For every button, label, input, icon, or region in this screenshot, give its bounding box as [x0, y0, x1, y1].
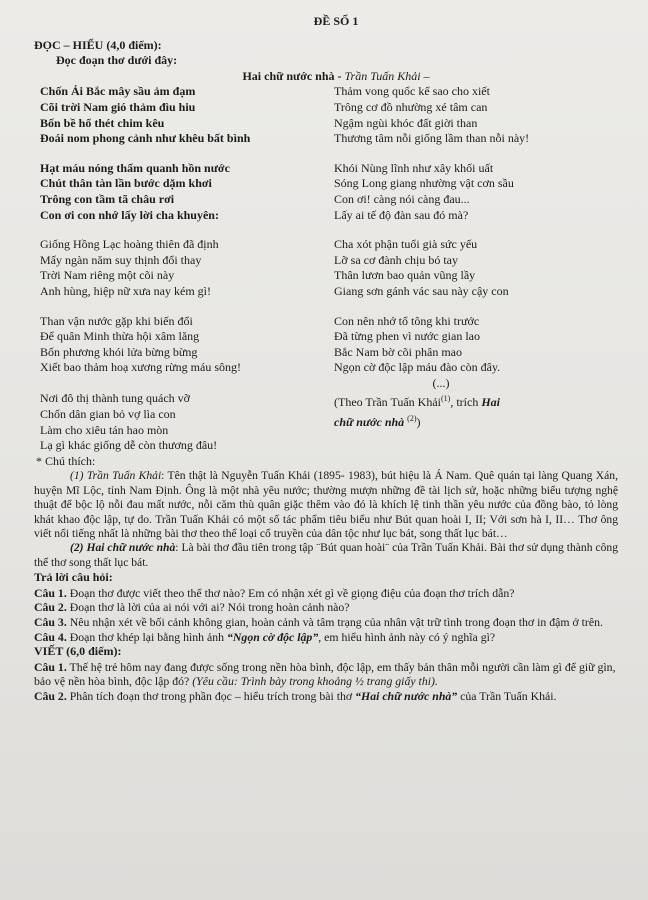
- poem-line: Trông cơ đồ nhường xé tâm can: [334, 99, 488, 114]
- poem-line: Bốn phương khói lửa bừng bừng: [40, 344, 198, 359]
- reading-heading: ĐỌC – HIỂU (4,0 điểm):: [34, 37, 162, 52]
- poem-line: Lạ gì khác giống dễ còn thương đâu!: [40, 438, 218, 453]
- poem-stanza: [34, 84, 618, 146]
- poem-line: Lấy ai tế độ đàn sau đó mà?: [334, 207, 469, 222]
- writing-question-2: Câu 2. Phân tích đoạn thơ trong phần đọc – hiểu trích trong bài thơ “Hai chữ nước nhà” của Trần Tuấn Khải.: [34, 689, 557, 704]
- poem-line: Ngọn cờ độc lập máu đào còn đây.: [334, 360, 501, 375]
- citation: (Theo Trần Tuấn Khải$^{(1)}$, trích Hai chữ nước nhà $^{(2)}$): [334, 394, 501, 430]
- poem-line: Bắc Nam bờ cõi phân mao: [334, 344, 462, 359]
- poem-ellipsis: (...): [432, 375, 450, 390]
- poem-stanza-final-body: [34, 391, 618, 453]
- poem-line: Mấy ngàn năm suy thịnh đổi thay: [40, 252, 202, 267]
- question-4: Câu 4. Đoạn thơ khép lại bằng hình ảnh “Ngọn cờ độc lập”, em hiểu hình ảnh này có ý nghĩa gì?: [34, 629, 496, 644]
- question-1: Câu 1. Đoạn thơ được viết theo thể thơ nào? Em có nhận xét gì về giọng điệu của đoạn thơ trích dẫn?: [34, 585, 515, 600]
- poem-line: Xiết bao thảm hoạ xương rừng máu sông!: [40, 360, 241, 375]
- stanza-right-column: [334, 84, 618, 146]
- stanza-left-column: [34, 391, 334, 453]
- poem-title: Hai chữ nước nhà - Trần Tuấn Khải –: [242, 68, 430, 83]
- poem-line: Cõi trời Nam gió thảm đìu hiu: [40, 99, 196, 114]
- poem-line: Con nên nhớ tổ tông khi trước: [334, 313, 480, 328]
- poem-line: Thương tâm nỗi giống lầm than nỗi này!: [334, 131, 530, 146]
- poem-line: Thảm vong quốc kể sao cho xiết: [334, 84, 490, 99]
- note-1: (1) Trần Tuấn Khải: Tên thật là Nguyễn Tuấn Khải (1895- 1983), bút hiệu là Á Nam. Quê quán tại làng Quang Xán, huyện Mĩ Lộc, tỉnh Nam Định. Ông là một nhà yêu nước; thường mượn những đề tài lịch sử, hoặc những biểu tượng nghệ thuật để bộc lộ nỗi đau mất nước, nỗi căm thù quân giặc thêm vào đó là khích lệ tinh thần yêu nước của đồng bào, tỏ lòng khát khao độc lập, tự do. Trần Tuấn Khải có một số tác phẩm tiêu biểu như Bút quan hoài I, II; Với sơn hà I, II… Thơ ông viết nổi tiếng nhất là những bài thơ theo thể loại cổ truyền của dân tộc như lục bát, song thất lục bát…: [34, 469, 618, 541]
- question-3: Câu 3. Nêu nhận xét về bối cảnh không gian, hoàn cảnh và tâm trạng của nhân vật trữ tình trong đoạn thơ in đậm ở trên.: [34, 615, 603, 630]
- poem-stanza-final: [34, 376, 618, 392]
- stanza-right-column: [334, 237, 618, 299]
- poem-line: Làm cho xiêu tán hao mòn: [40, 422, 169, 437]
- poem-line: Lỡ sa cơ đành chịu bó tay: [334, 252, 458, 267]
- notes-heading: * Chú thích:: [36, 453, 96, 468]
- poem-line: Trông con tầm tã châu rơi: [40, 191, 175, 206]
- poem-line: Chút thân tàn lần bước dặm khơi: [40, 176, 212, 191]
- stanza-left-column: [34, 237, 334, 299]
- stanza-left-column: [34, 84, 334, 146]
- poem-line: Chốn Ải Bắc mây sầu ảm đạm: [40, 84, 196, 99]
- poem-line: Cha xót phận tuổi già sức yếu: [334, 237, 478, 252]
- stanza-right-column: [334, 161, 618, 223]
- poem-line: Chốn dân gian bỏ vợ lìa con: [40, 407, 176, 422]
- writing-heading: VIẾT (6,0 điểm):: [34, 644, 122, 659]
- poem-line: Con ơi! càng nói càng đau...: [334, 191, 470, 206]
- poem-line: Hạt máu nóng thấm quanh hồn nước: [40, 160, 230, 175]
- answer-heading: Trả lời câu hỏi:: [34, 570, 113, 585]
- poem-line: Thân lươn bao quản vũng lầy: [334, 268, 476, 283]
- stanza-right-column: [334, 314, 618, 376]
- question-2: Câu 2. Đoạn thơ là lời của ai nói với ai? Nói trong hoàn cảnh nào?: [34, 600, 350, 615]
- stanza-left-column: [34, 161, 334, 223]
- poem-line: Con ơi con nhớ lấy lời cha khuyên:: [40, 207, 219, 222]
- poem-stanza: [34, 161, 618, 223]
- poem-line: Đoái nom phong cảnh như khêu bất bình: [40, 131, 251, 146]
- poem-stanza: [34, 314, 618, 376]
- poem-line: Giang sơn gánh vác sau này cậy con: [334, 283, 509, 298]
- poem-line: Anh hùng, hiệp nữ xưa nay kém gì!: [40, 283, 211, 298]
- poem-line: Sóng Long giang nhường vật cơn sầu: [334, 176, 514, 191]
- exam-title: ĐỀ SỐ 1: [313, 14, 359, 28]
- poem-author: Trần Tuấn Khải –: [344, 68, 430, 83]
- poem-line: Trời Nam riêng một cõi này: [40, 268, 175, 283]
- poem-stanza: [34, 237, 618, 299]
- poem-line: Giống Hồng Lạc hoàng thiên đã định: [40, 237, 219, 252]
- poem-line: Ngậm ngùi khóc đất giời than: [334, 115, 478, 130]
- note-2: (2) Hai chữ nước nhà: Là bài thơ đầu tiên trong tập ¨Bút quan hoài¨ của Trần Tuấn Khải. Bài thơ sử dụng thành công thể thơ song thất lục bát.: [34, 541, 618, 569]
- poem-line: Bốn bề hổ thét chim kêu: [40, 115, 165, 130]
- poem-line: Than vận nước gặp khi biến đổi: [40, 313, 193, 328]
- poem-line: Để quân Minh thừa hội xâm lăng: [40, 329, 200, 344]
- poem-line: Khói Nùng lĩnh như xây khối uất: [334, 160, 494, 175]
- writing-question-1: Câu 1. Thế hệ trẻ hôm nay đang được sống trong nền hòa bình, độc lập, em thấy bản thân mỗi người cần làm gì để giữ gìn, bảo vệ nền hòa bình, độc lập đó? (Yêu cầu: Trình bày trong khoảng ½ trang giấy thi).: [34, 659, 616, 689]
- stanza-left-column: [34, 314, 334, 376]
- poem-line: Nơi đô thị thành tung quách vỡ: [40, 391, 191, 406]
- poem-line: Đã từng phen vì nước gian lao: [334, 329, 480, 344]
- reading-intro: Đọc đoạn thơ dưới đây:: [56, 53, 178, 68]
